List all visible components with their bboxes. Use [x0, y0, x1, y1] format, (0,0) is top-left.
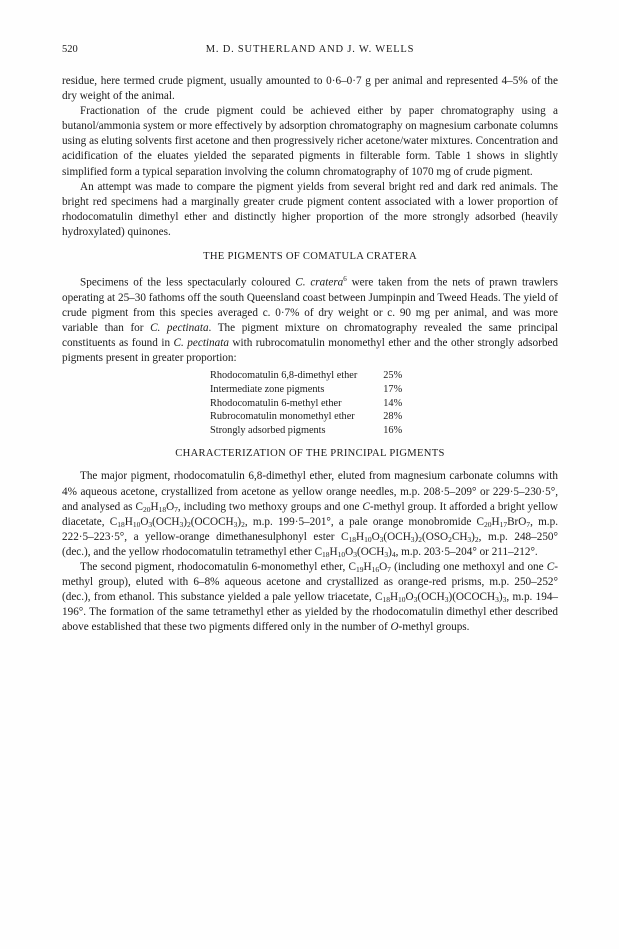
running-header [62, 44, 558, 60]
pigment-percent: 28% [383, 411, 403, 423]
pigment-composition-table [210, 369, 402, 437]
paragraph-crude-pigment-yield: residue, here termed crude pigment, usually amounted to 0·6–0·7 g per animal and represented 4–5% of the dry weight of the animal. [62, 75, 558, 103]
paragraph-major-pigment [62, 469, 558, 560]
composition-row [210, 397, 402, 411]
formula: $C_{18}H_{10}O_3(OCH_3)(OCOCH_3)_3$ [374, 591, 507, 605]
page-number: 520 [62, 44, 78, 55]
pigment-name: Rhodocomatulin 6,8-dimethyl ether [210, 370, 358, 382]
pigment-percent: 25% [383, 370, 403, 382]
article-body [62, 74, 558, 636]
running-head-authors: M. D. SUTHERLAND AND J. W. WELLS [205, 44, 415, 55]
text: (including one methoxyl and one [390, 561, 547, 574]
section-heading-comatula-cratera [62, 249, 558, 264]
formula: $C_{20}H_{17}BrO_7$ [476, 515, 531, 529]
pigment-percent: 16% [383, 424, 403, 436]
text: , m.p. 199·5–201°, a pale orange monobromide [244, 515, 477, 528]
footnote-ref: 6 [343, 275, 347, 284]
section-heading-text: CHARACTERIZATION OF THE PRINCIPAL PIGMENTS [175, 448, 445, 460]
text: , m.p. 222·5–223·5°, a yellow-orange dimethanesulphonyl ester [62, 515, 558, 543]
formula: $C_{18}H_{10}O_3(OCH_3)_2(OSO_2CH_3)_2$ [341, 530, 479, 544]
italic-letter: C [362, 500, 370, 513]
italic-letter: C [546, 561, 555, 574]
formula: $C_{18}H_{10}O_3(OCH_3)_4$ [314, 545, 396, 559]
text: , including two methoxy groups and one [177, 500, 363, 513]
composition-row [210, 369, 402, 383]
pigment-percent: 14% [383, 397, 403, 409]
paragraph-cratera-specimens [62, 272, 558, 366]
pigment-percent: 17% [383, 384, 403, 396]
text: , m.p. 203·5–204° or 211–212°. [395, 545, 538, 558]
pigment-name: Strongly adsorbed pigments [210, 424, 326, 436]
text: with rubrocomatulin monomethyl ether and the other strongly adsorbed pigments present in greater proportion: [62, 337, 559, 365]
formula: $C_{19}H_{16}O_7$ [348, 561, 391, 575]
text: -methyl group. It afforded a bright yellow diacetate, [62, 500, 558, 528]
text: The second pigment, rhodocomatulin 6-monomethyl ether, [80, 561, 349, 574]
text: , m.p. 194–196°. The formation of the same tetramethyl ether as yielded by the rhodocomatulin dimethyl ether described above established that these two pigments differed only in the number of [62, 591, 559, 634]
text: The major pigment, rhodocomatulin 6,8-dimethyl ether, eluted from magnesium carbonate columns with 4% aqueous acetone, crystallized from acetone as yellow orange needles, m.p. 208·5–209° or 229·5–230·5°, and analysed as [62, 470, 558, 513]
formula: $C_{20}H_{18}O_7$ [135, 500, 178, 514]
composition-row [210, 424, 402, 438]
pigment-name: Rubrocomatulin monomethyl ether [210, 411, 355, 423]
pigment-name: Intermediate zone pigments [210, 384, 325, 396]
text: -methyl group), eluted with 6–8% aqueous acetone and crystallized as orange-red prisms, m.p. 250–252° (dec.), from ethanol. This substance yielded a pale yellow triacetate, [62, 561, 558, 604]
text: . The pigment mixture on chromatography revealed the same principal constituents as found in [62, 322, 558, 350]
text: were taken from the nets of prawn trawlers operating at 25–30 fathoms off the south Queensland coast between Jumpinpin and Tweed Heads. The yield of crude pigment from this species averaged c. 0·7% of dry weight or c. 90 mg per animal, and was more variable than for [62, 276, 558, 335]
formula: $C_{18}H_{10}O_3(OCH_3)_2(OCOCH_3)_2$ [109, 515, 245, 529]
text: , m.p. 248–250° (dec.), and the yellow rhodocomatulin tetramethyl ether [62, 530, 558, 558]
species-name: C. cratera [295, 276, 344, 289]
text: -methyl groups. [398, 621, 470, 634]
pigment-name: Rhodocomatulin 6-methyl ether [210, 397, 342, 409]
species-name: C. pectinata [173, 337, 229, 350]
paragraph-fractionation: Fractionation of the crude pigment could be achieved either by paper chromatography using a butanol/ammonia system or more effectively by adsorption chromatography on magnesium carbonate columns using as eluting solvents first acetone and then progressively richer acetone/water mixtures. Concentration and acidification of the eluates yielded the separated pigments in filterable form. Table 1 shows in slightly simplified form a typical separation involving the column chromatography of 1070 mg of crude pigment. [62, 105, 558, 178]
species-name: C. pectinata [150, 322, 209, 335]
section-heading-text: THE PIGMENTS OF COMATULA CRATERA [203, 251, 417, 263]
text: Specimens of the less spectacularly coloured [80, 276, 296, 289]
composition-row [210, 383, 402, 397]
paragraph-second-pigment [62, 560, 558, 635]
composition-row [210, 410, 402, 424]
italic-letter: O [390, 621, 399, 634]
paragraph-pigment-comparison: An attempt was made to compare the pigment yields from several bright red and dark red animals. The bright red specimens had a marginally greater crude pigment content associated with a lower proportion of rhodocomatulin dimethyl ether and distinctly higher proportion of the more strongly adsorbed (heavily hydroxylated) quinones. [62, 180, 558, 238]
section-heading-characterization [62, 446, 558, 461]
